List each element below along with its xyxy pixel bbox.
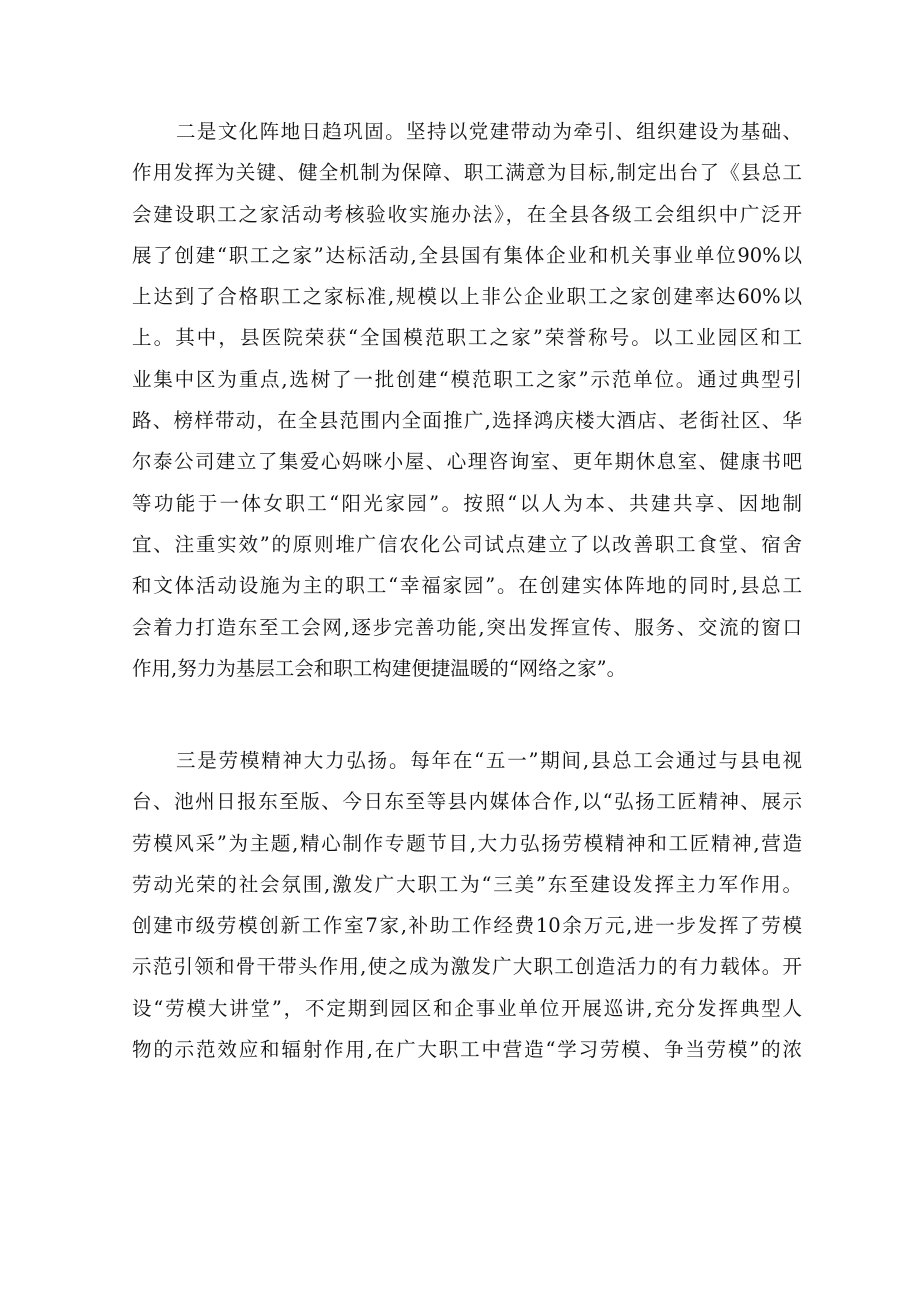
text-line: 创建市级劳模创新工作室7家,补助工作经费10余万元,进一步发挥了劳模 [132,914,802,938]
text-line: 宜、注重实效”的原则堆广信农化公司试点建立了以改善职工食堂、宿舍 [132,532,802,556]
text-line: 上。其中，县医院荣获“全国模范职工之家”荣誉称号。以工业园区和工 [132,326,802,350]
text-line: 和文体活动设施为主的职工“幸福家园”。在创建实体阵地的同时,县总工 [132,574,802,598]
text-line: 会着力打造东至工会网,逐步完善功能,突出发挥宣传、服务、交流的窗口 [132,615,802,639]
text-line: 尔泰公司建立了集爱心妈咪小屋、心理咨询室、更年期休息室、健康书吧 [132,450,802,474]
text-line: 上达到了合格职工之家标准,规模以上非公企业职工之家创建率达60%以 [132,285,802,309]
text-line: 业集中区为重点,选树了一批创建“模范职工之家”示范单位。通过典型引 [132,367,802,391]
text-line: 作用发挥为关键、健全机制为保障、职工满意为目标,制定出台了《县总工 [132,161,802,185]
text-line: 会建设职工之家活动考核验收实施办法》，在全县各级工会组织中广泛开 [132,202,802,226]
text-line: 路、榜样带动，在全县范围内全面推广,选择鸿庆楼大酒店、老街社区、华 [132,409,802,433]
text-line: 劳动光荣的社会氛围,激发广大职工为“三美”东至建设发挥主力军作用。 [132,872,802,896]
text-line: 示范引领和骨干带头作用,使之成为激发广大职工创造活力的有力载体。开 [132,955,802,979]
text-line: 二是文化阵地日趋巩固。坚持以党建带动为牵引、组织建设为基础、 [176,120,802,143]
text-line: 物的示范效应和辐射作用,在广大职工中营造“学习劳模、争当劳模”的浓 [132,1038,802,1062]
text-line: 台、池州日报东至版、今日东至等县内媒体合作,以“弘扬工匠精神、展示 [132,790,802,814]
text-line: 作用,努力为基层工会和职工构建便捷温暖的“网络之家”。 [132,656,627,680]
text-line: 三是劳模精神大力弘扬。每年在“五一”期间,县总工会通过与县电视 [176,749,802,772]
text-line: 等功能于一体女职工“阳光家园”。按照“以人为本、共建共享、因地制 [132,491,802,515]
paragraph-model-worker-spirit [132,740,802,1070]
text-line: 设“劳模大讲堂”，不定期到园区和企事业单位开展巡讲,充分发挥典型人 [132,996,802,1020]
paragraph-cultural-positions [132,111,802,689]
text-line: 展了创建“职工之家”达标活动,全县国有集体企业和机关事业单位90%以 [132,243,802,267]
text-line: 劳模风采”为主题,精心制作专题节目,大力弘扬劳模精神和工匠精神,营造 [132,831,802,855]
